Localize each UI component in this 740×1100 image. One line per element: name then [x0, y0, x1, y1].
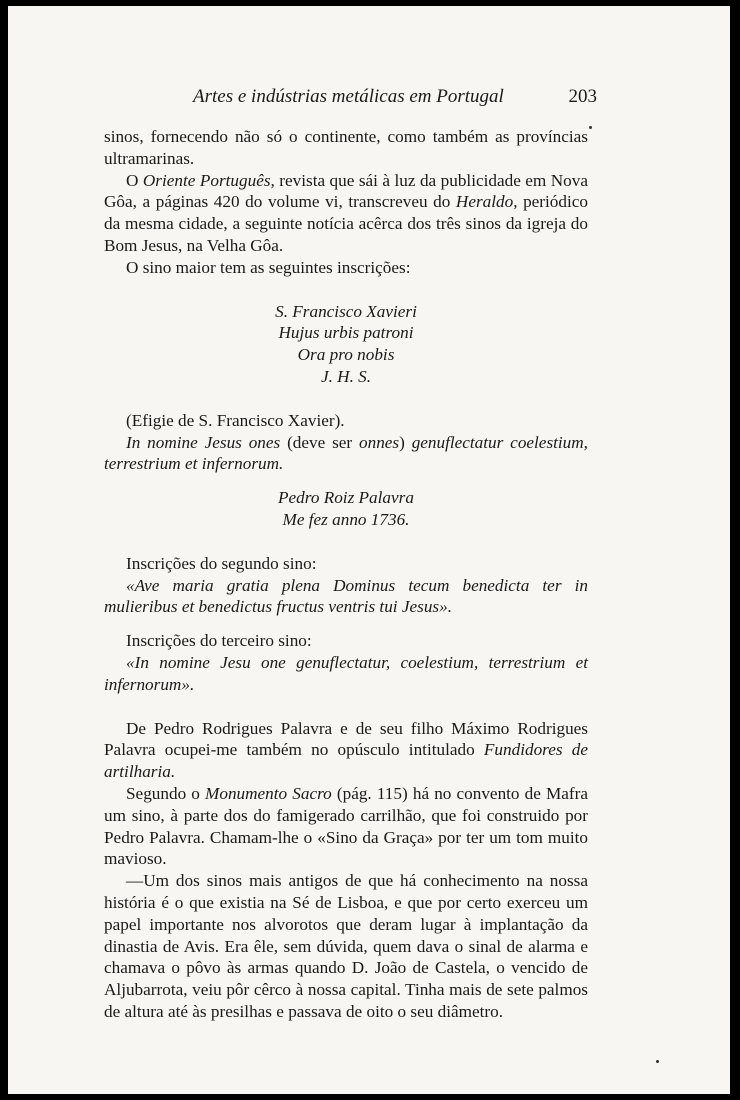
latin-text: genuflectatur coelestium, terrestrium et infernorum.: [104, 432, 588, 474]
paragraph-in-nomine: [104, 432, 588, 476]
running-title: Artes e indústrias metálicas em Portugal: [193, 86, 504, 107]
text-run: Segundo o: [126, 783, 206, 803]
page-header: [193, 86, 613, 108]
latin-text: In nomine Jesus ones: [126, 432, 281, 452]
text-run: De Pedro Rodrigues Palavra e de seu filho Máximo Rodrigues Palavra ocupei-me também no opúsculo intitulado: [104, 718, 588, 760]
inscription-line: Pedro Roiz Palavra: [278, 488, 414, 508]
paragraph-se-lisboa: —Um dos sinos mais antigos de que há conhecimento na nossa história é o que existia na Sé de Lisboa, e que por certo exerceu um papel importante nos alvorotos que deram lugar à implantação da dinastia de Avis. Era êle, sem dúvida, quem dava o sinal de alarma e chamava o pôvo às armas quando D. João de Castela, o vencido de Aljubarrota, veiu pôr cêrco à nossa capital. Tinha mais de sete palmos de altura até às presilhas e passava de oito o seu diâmetro.: [104, 871, 588, 1021]
periodical-title: Oriente Português,: [142, 170, 275, 190]
paragraph-oriente: [104, 170, 588, 257]
book-page: [8, 6, 730, 1094]
inscription-terceiro-sino: «In nomine Jesu one genuflectatur, coelestium, terrestrium et infernorum».: [104, 652, 588, 694]
inscription-line: Me fez anno 1736.: [282, 509, 410, 529]
text-run: revista que sái à luz da publicidade em Nova Gôa, a páginas 420 do volume vi, transcreveu do: [104, 170, 588, 212]
body-text: [104, 126, 588, 1023]
inscription-block-1: [104, 301, 588, 388]
paragraph-palavra: [104, 718, 588, 783]
text-run: periódico da mesma cidade, a seguinte notícia acêrca dos três sinos da igreja do Bom Jesus, na Velha Gôa.: [104, 192, 588, 255]
inscription-line: Ora pro nobis: [297, 345, 395, 365]
source-title: Heraldo,: [455, 192, 518, 212]
text-run: (deve ser: [280, 432, 359, 452]
text-run: ): [399, 432, 412, 452]
speck-mark: [656, 1060, 659, 1063]
speck-mark: [589, 126, 592, 129]
book-title: Monumento Sacro: [205, 783, 332, 803]
latin-text: onnes: [359, 432, 400, 452]
paragraph-efigie: (Efigie de S. Francisco Xavier).: [126, 410, 345, 430]
inscription-block-2: [104, 487, 588, 531]
paragraph-sino-maior: O sino maior tem as seguintes inscrições:: [126, 257, 411, 277]
paragraph-mafra: [104, 783, 588, 870]
paragraph-continuation: sinos, fornecendo não só o continente, como também as províncias ultramarinas.: [104, 127, 588, 168]
text-run: O: [126, 170, 143, 190]
paragraph-segundo-sino: Inscrições do segundo sino:: [126, 553, 317, 573]
text-run: (pág. 115) há no convento de Mafra um sino, à parte dos do famigerado carrilhão, que foi construido por Pedro Palavra. Chamam-lhe o «Sino da Graça» por ter um tom muito mavioso.: [104, 783, 589, 869]
inscription-segundo-sino: «Ave maria gratia plena Dominus tecum benedicta ter in mulieribus et benedictus fructus ventris tui Jesus».: [104, 575, 588, 617]
inscription-line: J. H. S.: [320, 366, 372, 386]
inscription-line: S. Francisco Xavieri: [275, 301, 417, 321]
paragraph-terceiro-sino: Inscrições do terceiro sino:: [126, 631, 312, 651]
page-number: 203: [568, 86, 597, 107]
inscription-line: Hujus urbis patroni: [278, 323, 414, 343]
book-title: Fundidores de artilharia.: [104, 740, 588, 782]
